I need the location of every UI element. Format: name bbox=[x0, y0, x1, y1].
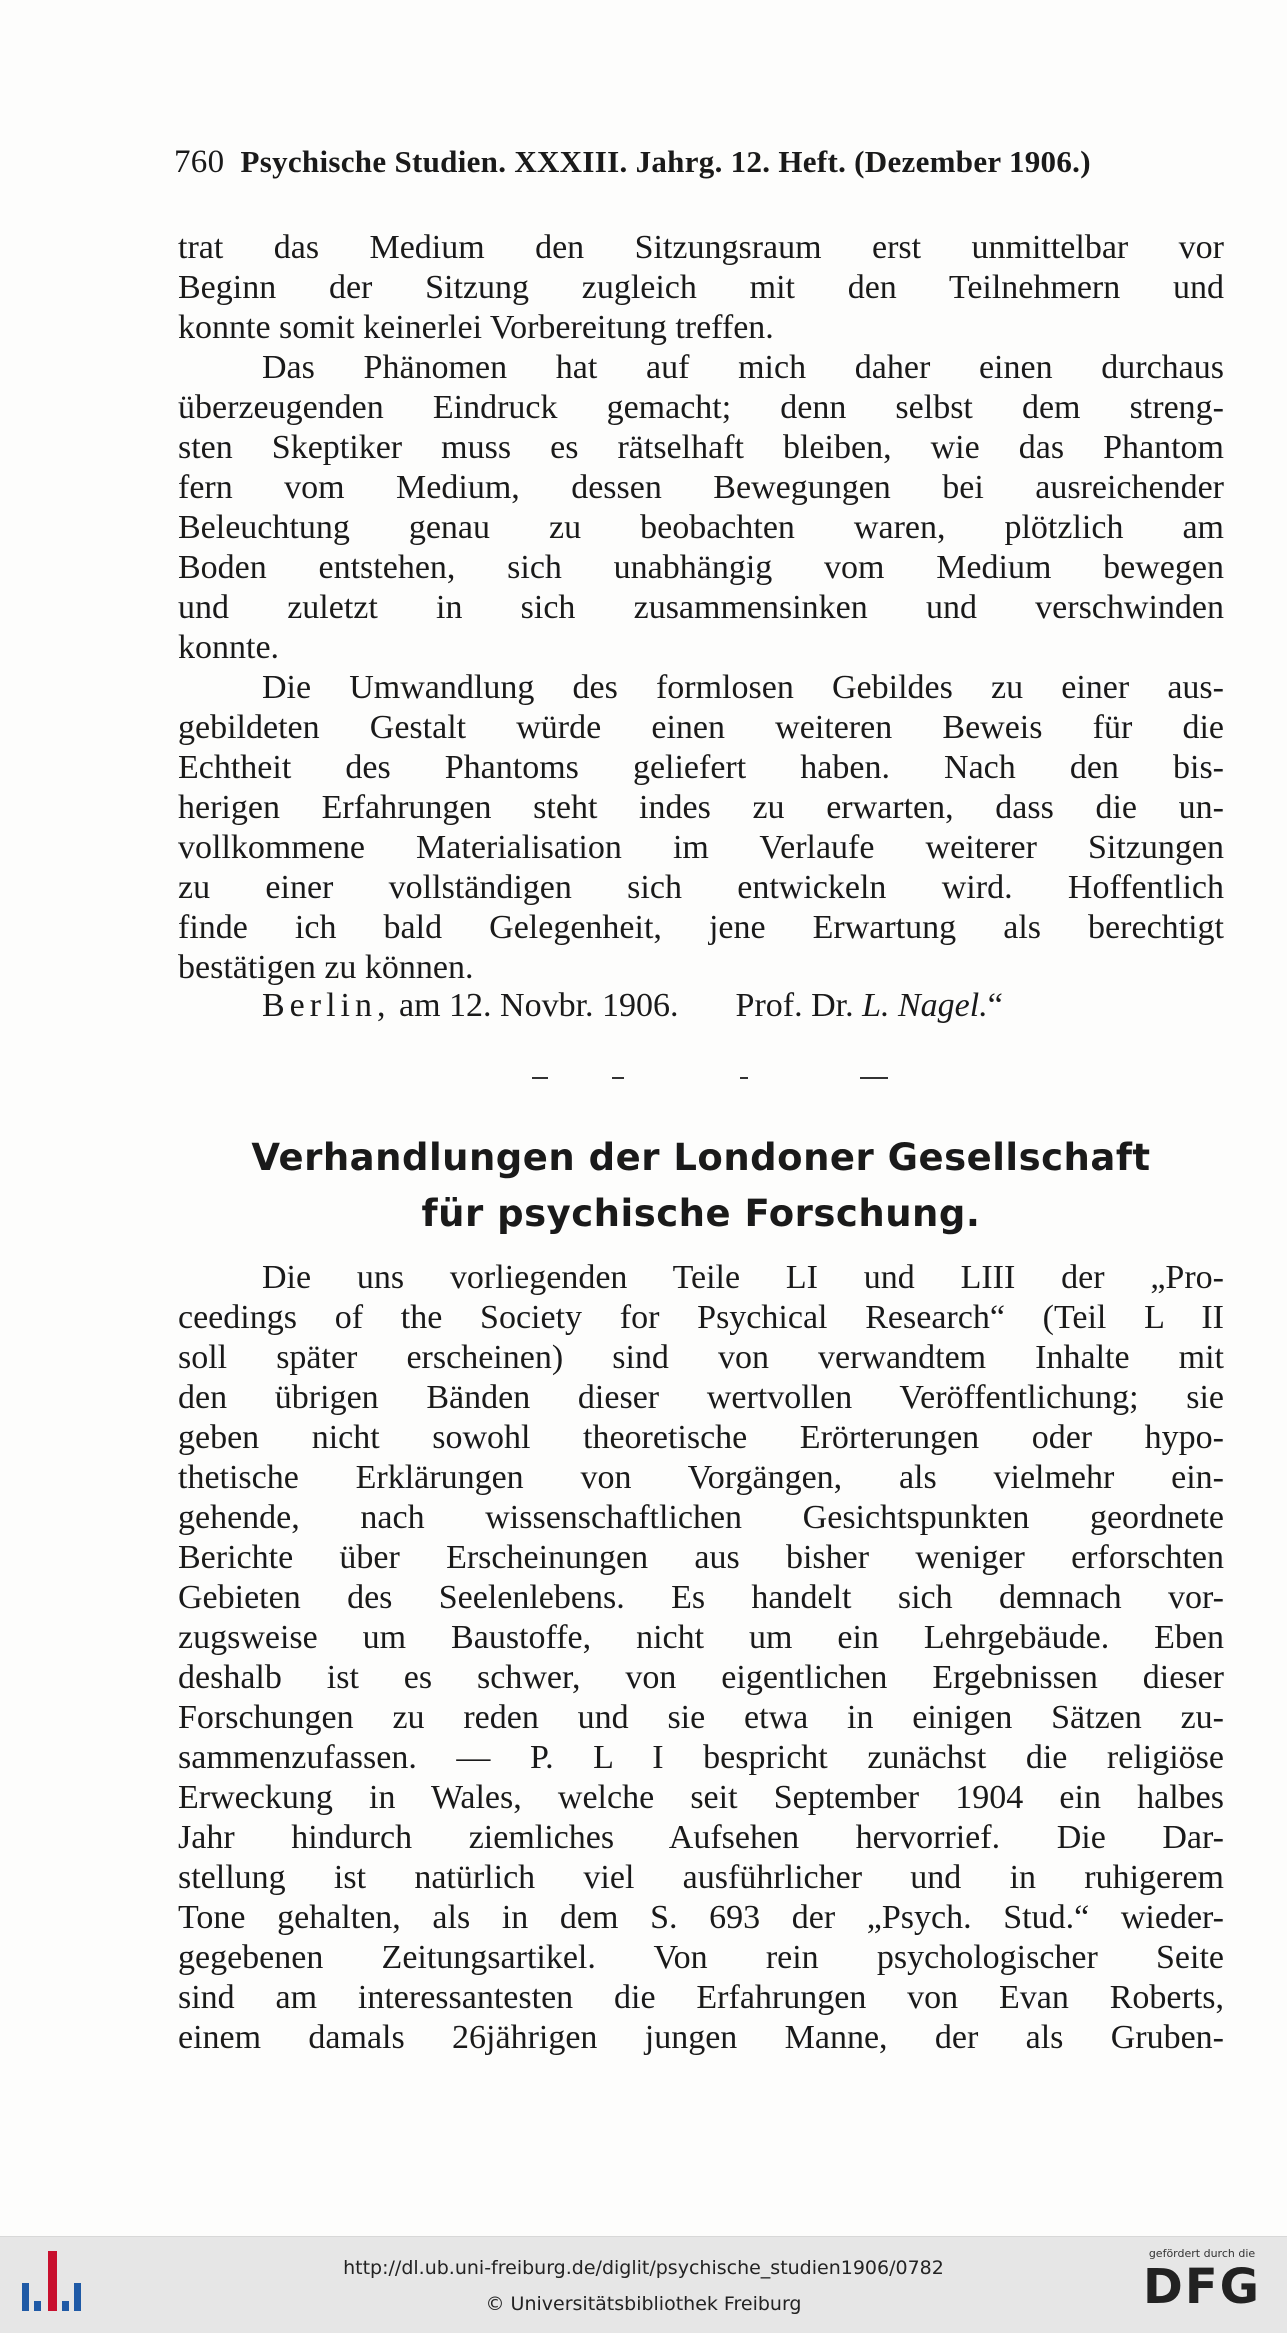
text-line: Beginn der Sitzung zugleich mit den Teilnehmern und bbox=[178, 269, 1224, 306]
section-heading-line2: für psychische Forschung. bbox=[421, 1192, 981, 1235]
text-line: thetische Erklärungen von Vorgängen, als vielmehr ein- bbox=[178, 1459, 1224, 1496]
text-line: stellung ist natürlich viel ausführlicher und in ruhigerem bbox=[178, 1859, 1224, 1896]
text-line: geben nicht sowohl theoretische Erörterungen oder hypo- bbox=[178, 1419, 1224, 1456]
text-line: einem damals 26jährigen jungen Manne, der als Gruben- bbox=[178, 2019, 1224, 2056]
text-line: gegebenen Zeitungsartikel. Von rein psychologischer Seite bbox=[178, 1939, 1224, 1976]
text-line: ceedings of the Society for Psychical Research“ (Teil L II bbox=[178, 1299, 1224, 1336]
text-line: Forschungen zu reden und sie etwa in einigen Sätzen zu- bbox=[178, 1699, 1224, 1736]
page-header bbox=[174, 144, 1224, 181]
text-line: deshalb ist es schwer, von eigentlichen Ergebnissen dieser bbox=[178, 1659, 1224, 1696]
text-line: zugsweise um Baustoffe, nicht um ein Lehrgebäude. Eben bbox=[178, 1619, 1224, 1656]
signature-date: am 12. Novbr. 1906. bbox=[398, 987, 679, 1024]
text-line: konnte somit keinerlei Vorbereitung treffen. bbox=[178, 309, 774, 346]
text-line: herigen Erfahrungen steht indes zu erwarten, dass die un- bbox=[178, 789, 1224, 826]
text-line: Die Umwandlung des formlosen Gebildes zu einer aus- bbox=[262, 669, 1224, 706]
running-title: Psychische Studien. XXXIII. Jahrg. 12. Heft. (Dezember 1906.) bbox=[240, 144, 1091, 179]
copyright-notice: © Universitätsbibliothek Freiburg bbox=[485, 2293, 802, 2315]
text-line: Die uns vorliegenden Teile LI und LIII der „Pro- bbox=[262, 1259, 1224, 1296]
text-line: finde ich bald Gelegenheit, jene Erwartung als berechtigt bbox=[178, 909, 1224, 946]
text-line: Boden entstehen, sich unabhängig vom Medium bewegen bbox=[178, 549, 1224, 586]
divider-dash bbox=[532, 1077, 548, 1079]
divider-dash bbox=[860, 1077, 888, 1079]
text-line: bestätigen zu können. bbox=[178, 949, 474, 986]
text-line: vollkommene Materialisation im Verlaufe weiterer Sitzungen bbox=[178, 829, 1224, 866]
dfg-caption: gefördert durch die bbox=[1148, 2247, 1256, 2260]
signature-line bbox=[262, 986, 1224, 1026]
text-line: Erweckung in Wales, welche seit September 1904 ein halbes bbox=[178, 1779, 1224, 1816]
signature-name: L. Nagel. bbox=[862, 987, 988, 1024]
text-line: fern vom Medium, dessen Bewegungen bei ausreichender bbox=[178, 469, 1224, 506]
permalink-url[interactable]: http://dl.ub.uni-freiburg.de/diglit/psychische_studien1906/0782 bbox=[343, 2257, 944, 2279]
text-line: konnte. bbox=[178, 629, 280, 666]
text-line: gehende, nach wissenschaftlichen Gesichtspunkten geordnete bbox=[178, 1499, 1224, 1536]
closing-quote: “ bbox=[987, 987, 1003, 1024]
section-heading-line1: Verhandlungen der Londoner Gesellschaft bbox=[251, 1136, 1151, 1179]
text-line: Tone gehalten, als in dem S. 693 der „Psych. Stud.“ wieder- bbox=[178, 1899, 1224, 1936]
text-line: gebildeten Gestalt würde einen weiteren Beweis für die bbox=[178, 709, 1224, 746]
text-line: sind am interessantesten die Erfahrungen von Evan Roberts, bbox=[178, 1979, 1224, 2016]
dfg-wordmark: DFG bbox=[1142, 2259, 1262, 2315]
text-line: Jahr hindurch ziemliches Aufsehen hervorrief. Die Dar- bbox=[178, 1819, 1224, 1856]
divider-dash bbox=[612, 1077, 624, 1079]
text-line: Das Phänomen hat auf mich daher einen durchaus bbox=[262, 349, 1224, 386]
signature-title: Prof. Dr. bbox=[735, 987, 854, 1024]
text-line: Gebieten des Seelenlebens. Es handelt sich demnach vor- bbox=[178, 1579, 1224, 1616]
text-line: trat das Medium den Sitzungsraum erst unmittelbar vor bbox=[178, 229, 1224, 266]
text-line: Echtheit des Phantoms geliefert haben. Nach den bis- bbox=[178, 749, 1224, 786]
text-line: sten Skeptiker muss es rätselhaft bleiben, wie das Phantom bbox=[178, 429, 1224, 466]
dfg-logo bbox=[1132, 2247, 1272, 2327]
text-line: den übrigen Bänden dieser wertvollen Veröffentlichung; sie bbox=[178, 1379, 1224, 1416]
page-number: 760 bbox=[174, 144, 225, 180]
text-line: überzeugenden Eindruck gemacht; denn selbst dem streng- bbox=[178, 389, 1224, 426]
text-line: sammenzufassen. — P. L I bespricht zunächst die religiöse bbox=[178, 1739, 1224, 1776]
viewer-footer bbox=[0, 2236, 1287, 2333]
divider-dash bbox=[740, 1077, 748, 1079]
text-line: Beleuchtung genau zu beobachten waren, plötzlich am bbox=[178, 509, 1224, 546]
text-line: und zuletzt in sich zusammensinken und verschwinden bbox=[178, 589, 1224, 626]
text-line: soll später erscheinen) sind von verwandtem Inhalte mit bbox=[178, 1339, 1224, 1376]
text-line: Berichte über Erscheinungen aus bisher weniger erforschten bbox=[178, 1539, 1224, 1576]
text-line: zu einer vollständigen sich entwickeln wird. Hoffentlich bbox=[178, 869, 1224, 906]
signature-place: Berlin, bbox=[262, 987, 391, 1024]
